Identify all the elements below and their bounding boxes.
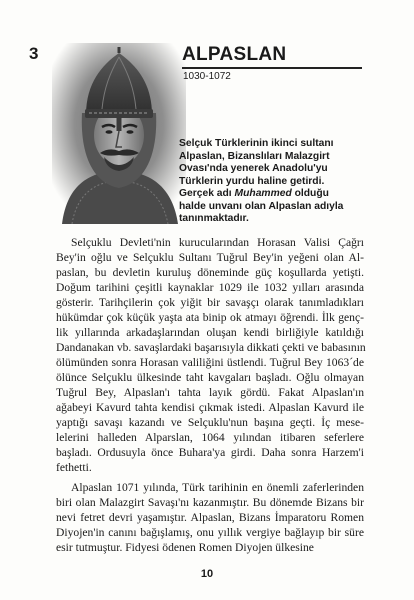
body-line: hükümdar çok küçük yaşta ata binip ok atmayı öğrendi. İlk genç- xyxy=(56,311,364,324)
body-line: ağabeyi Kavurd tahta kendisi çıkmak istedi. Alpaslan Kavurd ile xyxy=(56,401,364,414)
page-number: 10 xyxy=(200,568,214,580)
chapter-number: 3 xyxy=(29,44,39,63)
caption-line: Ovası'nda yenerek Anadolu'yu xyxy=(179,163,328,174)
body-line: Diyojen'in canını bağışlamış, onu yıllık vergiye bağlayıp bir süre xyxy=(56,526,364,539)
body-line: ölünce Selçuklu ülkesinde taht kavgaları başladı. Oğlu olmayan xyxy=(56,371,364,384)
caption-line xyxy=(179,188,364,201)
body-line: Doğum tarihini çeşitli kaynaklar 1029 ile 1032 yılları arasında xyxy=(56,281,364,294)
caption-text: olduğu xyxy=(291,188,329,199)
body-line: fethetti. xyxy=(56,461,92,474)
caption-line: Türklerin yurdu haline getirdi. xyxy=(179,175,325,187)
body-line: nevi fetret devri yaşamıştır. Alpaslan, Bizans İmparatoru Romen xyxy=(56,511,364,524)
body-line: Dandanakan vb. savaşlardaki başarısıyla dikkati çekti ve babasının xyxy=(56,341,366,354)
body-line: gösterir. Tarihçilerin çok yiğit bir savaşçı olarak tanımladıkları xyxy=(56,296,364,309)
caption-line: tanınmaktadır. xyxy=(179,213,249,224)
body-line: paslan, bu devletin kuruluş döneminde güç koşullarda yetişti. xyxy=(56,266,364,279)
body-line: Bey'in oğlu ve Selçuklu Sultanı Tuğrul Bey'in yeğeni olan Al- xyxy=(56,251,364,264)
caption-line: halde unvanı olan Alpaslan adıyla xyxy=(179,200,344,212)
body-line: biri olan Malazgirt Savaşı'nı kazanmıştır. Bu dönemde Bizans bir xyxy=(56,496,364,509)
body-line: ölümünden sonra Horasan valiliğini üstlendi. Tuğrul Bey 1063´de xyxy=(56,356,364,369)
caption-emphasis: Muhammed xyxy=(234,188,292,199)
page-title: ALPASLAN xyxy=(182,44,287,65)
paragraph-1 xyxy=(56,235,364,475)
alpaslan-portrait xyxy=(52,43,186,224)
body-line: yaptığı savaşı kazandı ve Selçuklu'nun başına geçti. İç mese- xyxy=(56,416,364,429)
portrait-caption xyxy=(179,138,364,226)
body-line: lik yıllarında arkadaşlarından oluşan kendi birliğiyle katıldığı xyxy=(56,326,364,339)
caption-line: Selçuk Türklerinin ikinci sultanı xyxy=(179,138,334,149)
body-line: esir tutmuştur. Fidyesi ödenen Romen Diyojen ülkesine xyxy=(56,541,314,554)
body-line: Selçuklu Devleti'nin kurucularından Horasan Valisi Çağrı xyxy=(71,236,364,249)
body-line: Tuğrul Bey, Alpaslan'ı tahta layık gördü. Fakat Alpaslan'ın xyxy=(56,386,364,399)
caption-text: Gerçek adı xyxy=(179,188,235,199)
life-dates: 1030-1072 xyxy=(183,71,231,82)
caption-line: Alpaslan, Bizanslıları Malazgirt xyxy=(179,150,330,162)
body-line: başladı. Ordusuyla önce Buhara'ya girdi. Daha sonra Harzem'i xyxy=(56,446,364,459)
body-text xyxy=(56,235,364,555)
body-line: lelerini halleden Alparslan, 1064 yılından itibaren seferlere xyxy=(56,431,364,444)
paragraph-2 xyxy=(56,480,364,555)
title-divider xyxy=(182,67,362,69)
body-line: Alpaslan 1071 yılında, Türk tarihinin en önemli zaferlerinden xyxy=(71,481,364,494)
